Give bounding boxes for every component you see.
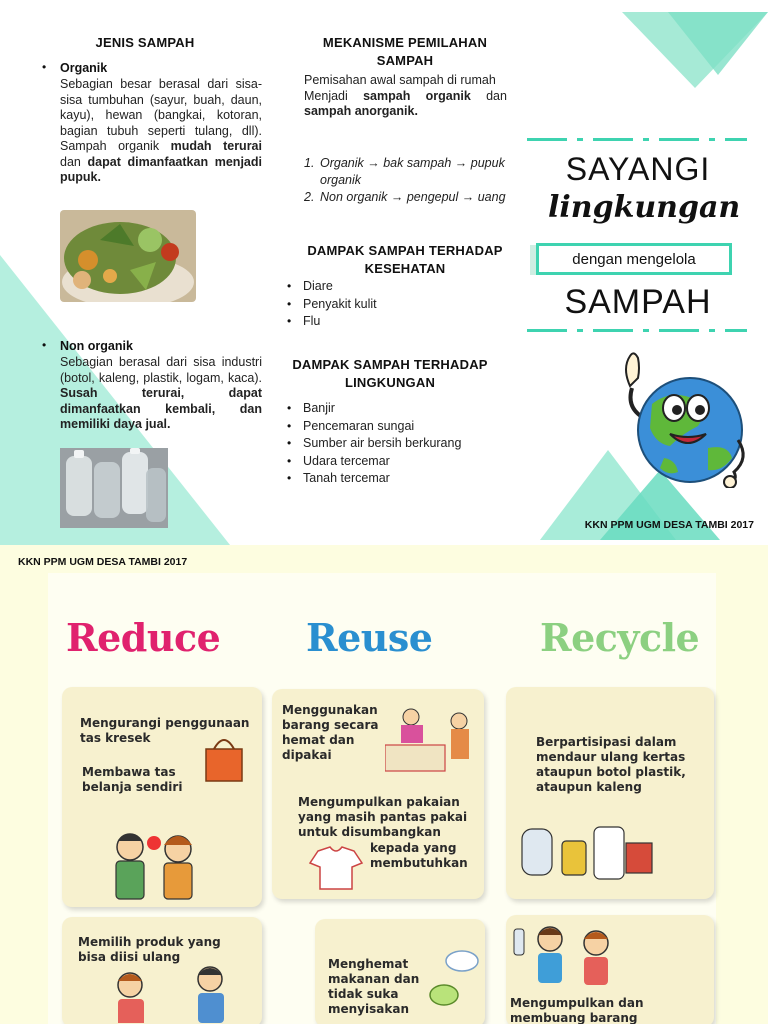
organic-waste-image [60, 210, 196, 302]
nonorganik-description: Sebagian berasal dari sisa industri (botol, kaleng, plastik, logam, kaca). Susah terurai, dapat dimanfaatkan kembali, dan memiliki daya jual. [60, 355, 262, 431]
food-bowls-icon [428, 945, 482, 1021]
list-item: • Banjir [287, 400, 461, 418]
reuse-title: Reuse [306, 615, 433, 660]
cover-footer: KKN PPM UGM DESA TAMBI 2017 [584, 519, 754, 531]
people-illustration [110, 963, 240, 1023]
brochure-bottom [0, 545, 768, 1024]
reuse-text-1: Menggunakan barang secara hemat dan dipakai [282, 703, 379, 762]
shirt-icon [308, 845, 364, 893]
jenis-sampah-heading: JENIS SAMPAH [95, 35, 195, 50]
mekanisme-intro: Pemisahan awal sampah di rumah Menjadi sampah organik dan sampah anorganik. [304, 73, 507, 118]
reuse-text-2: Mengumpulkan pakaian yang masih pantas pakai untuk disumbangkan [298, 795, 468, 839]
reduce-text-3: Memilih produk yang bisa diisi ulang [78, 935, 221, 964]
cover-title-lingkungan: lingkungan [548, 190, 741, 225]
list-item: • Sumber air bersih berkurang [287, 435, 461, 453]
recycle-title: Recycle [540, 615, 700, 660]
step-item: 2. Non organik → pengepul → uang [304, 190, 506, 204]
list-item: • Flu [287, 313, 377, 331]
mekanisme-heading: MEKANISME PEMILAHAN SAMPAH [322, 35, 488, 68]
bottom-header: KKN PPM UGM DESA TAMBI 2017 [18, 556, 188, 568]
organik-description: Sebagian besar berasal dari sisa-sisa tumbuhan (sayur, buah, daun, kayu), hewan (bangkai, kotoran, bagian tubuh seperti tulang, dll). Sampah organik mudah terurai dan dapat dimanfaatkan menjadi pupuk. [60, 77, 262, 184]
list-item: • Pencemaran sungai [287, 418, 461, 436]
cover-bottom-rule [527, 329, 747, 332]
bullet-dot: • [42, 338, 47, 352]
list-item: • Diare [287, 278, 377, 296]
shopping-bag-icon [200, 733, 250, 785]
nonorganik-label: Non organik [60, 339, 133, 353]
list-item: • Tanah tercemar [287, 470, 461, 488]
reduce-text-1: Mengurangi penggunaan tas kresek [80, 716, 250, 745]
earth-mascot-illustration [612, 348, 752, 488]
organik-label: Organik [60, 61, 108, 75]
step-item: 1. Organik → bak sampah → pupuk organik [304, 156, 505, 187]
children-recycling-illustration [510, 921, 630, 999]
bullet-dot: • [42, 60, 47, 74]
list-item: • Udara tercemar [287, 453, 461, 471]
plastic-bottles-image [60, 448, 168, 528]
list-item: • Penyakit kulit [287, 296, 377, 314]
cover-top-rule [527, 138, 747, 141]
flea-market-illustration [385, 707, 475, 785]
cover-title-sampah: SAMPAH [564, 283, 712, 321]
recyclables-illustration [518, 821, 658, 887]
reuse-text-4: Menghemat makanan dan tidak suka menyisakan [328, 957, 420, 1016]
reduce-text-2: Membawa tas belanja sendiri [82, 765, 183, 794]
reuse-text-3: kepada yang membutuhkan [370, 841, 468, 870]
cover-subtitle: dengan mengelola [536, 243, 732, 275]
mekanisme-steps [304, 155, 509, 206]
lingkungan-list [287, 400, 461, 488]
recycle-text-1: Berpartisipasi dalam mendaur ulang kertas ataupun botol plastik, ataupun kaleng [536, 735, 686, 794]
kesehatan-heading: DAMPAK SAMPAH TERHADAP KESEHATAN [307, 243, 503, 276]
kesehatan-list [287, 278, 377, 331]
lingkungan-heading: DAMPAK SAMPAH TERHADAP LINGKUNGAN [292, 357, 488, 390]
reduce-title: Reduce [66, 615, 221, 660]
cover-title-sayangi: SAYANGI [565, 151, 711, 187]
recycle-text-2: Mengumpulkan dan membuang barang [510, 996, 644, 1024]
couple-shopping-illustration [106, 827, 206, 905]
